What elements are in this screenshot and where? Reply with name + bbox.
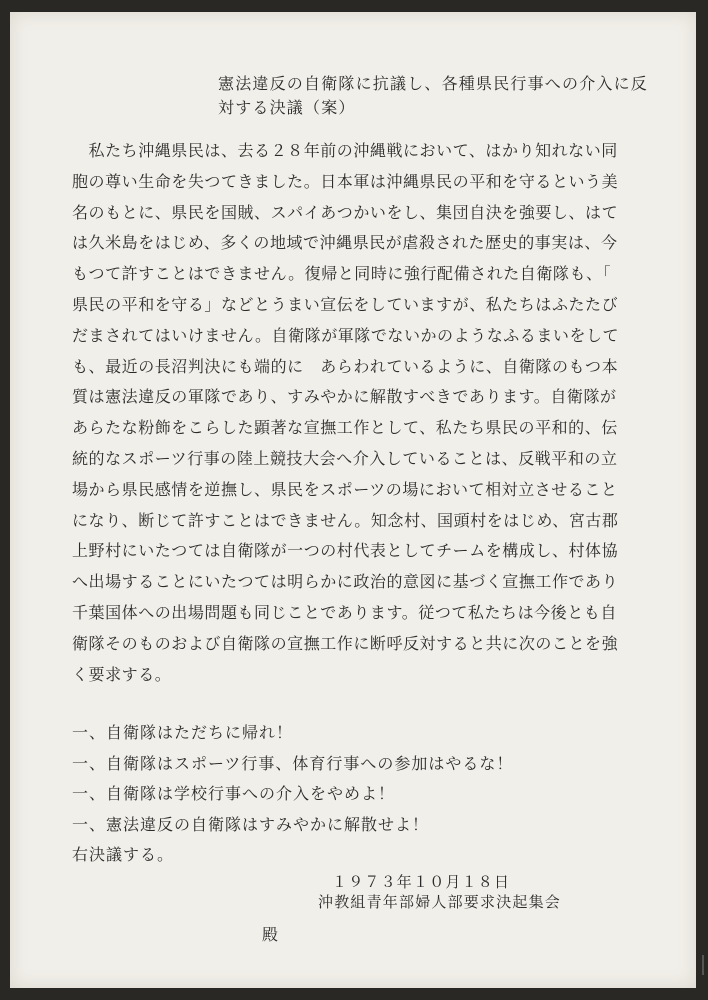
- organization-name: 沖教組青年部婦人部要求決起集会: [318, 893, 562, 911]
- body-line: になり、断じて許すことはできません。知念村、国頭村をはじめ、宮古郡: [72, 510, 619, 530]
- resolution-statement: 右決議する。: [72, 845, 175, 864]
- body-line: く要求する。: [72, 664, 172, 684]
- document-page: [10, 12, 696, 988]
- body-line: だまされてはいけません。自衛隊が軍隊でないかのようなふるまいをして: [72, 325, 620, 345]
- addressee-honorific: 殿: [262, 925, 279, 944]
- body-line: 統的なスポーツ行事の陸上競技大会へ介入していることは、反戦平和の立: [72, 448, 618, 468]
- body-line: 県民の平和を守る」などとうまい宣伝をしていますが、私たちはふたたび: [72, 294, 619, 314]
- body-line: へ出場することにいたつては明らかに政治的意図に基づく宣撫工作であり: [72, 572, 619, 592]
- resolution-date: １９７３年１０月１８日: [332, 873, 511, 891]
- demand-item: 一、自衛隊はただちに帰れ！: [72, 723, 294, 742]
- body-line: 上野村にいたつては自衛隊が一つの村代表としてチームを構成し、村体協: [72, 541, 619, 561]
- body-line: は久米島をはじめ、多くの地域で沖縄県民が虐殺された歴史的事実は、今: [72, 233, 618, 253]
- edge-mark: [702, 955, 704, 975]
- demand-item: 一、自衛隊はスポーツ行事、体育行事への参加はやるな！: [72, 753, 514, 773]
- body-line: 名のもとに、県民を国賊、スパイあつかいをし、集団自決を強要し、はて: [72, 202, 619, 222]
- demands-list: [72, 718, 662, 871]
- title-line-1: 憲法違反の自衛隊に抗議し、各種県民行事への介入に反: [218, 74, 649, 93]
- title-line-2: 対する決議（案）: [218, 98, 356, 117]
- demand-item: 一、自衛隊は学校行事への介入をやめよ！: [72, 784, 396, 803]
- body-line: 千葉国体への出場問題も同じことであります。従つて私たちは今後とも自: [72, 602, 617, 622]
- body-line: 衛隊そのものおよび自衛隊の宣撫工作に断呼反対すると共に次のことを強: [72, 633, 619, 653]
- body-line: もつて許すことはできません。復帰と同時に強行配備された自衛隊も、「: [72, 264, 612, 284]
- body-line: 胞の尊い生命を失つてきました。日本軍は沖縄県民の平和を守るという美: [72, 171, 619, 191]
- signature-block: [318, 872, 561, 912]
- body-line: も、最近の長沼判決にも端的に あらわれているように、自衛隊のもつ本: [72, 356, 619, 376]
- body-line: 質は憲法違反の軍隊であり、すみやかに解散すべきであります。自衛隊が: [72, 387, 617, 407]
- body-line: あらたな粉飾をこらした顕著な宣撫工作として、私たち県民の平和的、伝: [72, 418, 618, 438]
- body-line: 場から県民感情を逆撫し、県民をスポーツの場において相対立させること: [72, 479, 618, 499]
- document-title: [218, 72, 658, 120]
- demand-item: 一、憲法違反の自衛隊はすみやかに解散せよ！: [72, 814, 430, 834]
- body-text: [72, 136, 662, 690]
- body-line: 私たち沖縄県民は、去る２８年前の沖縄戦において、はかり知れない同: [72, 141, 618, 160]
